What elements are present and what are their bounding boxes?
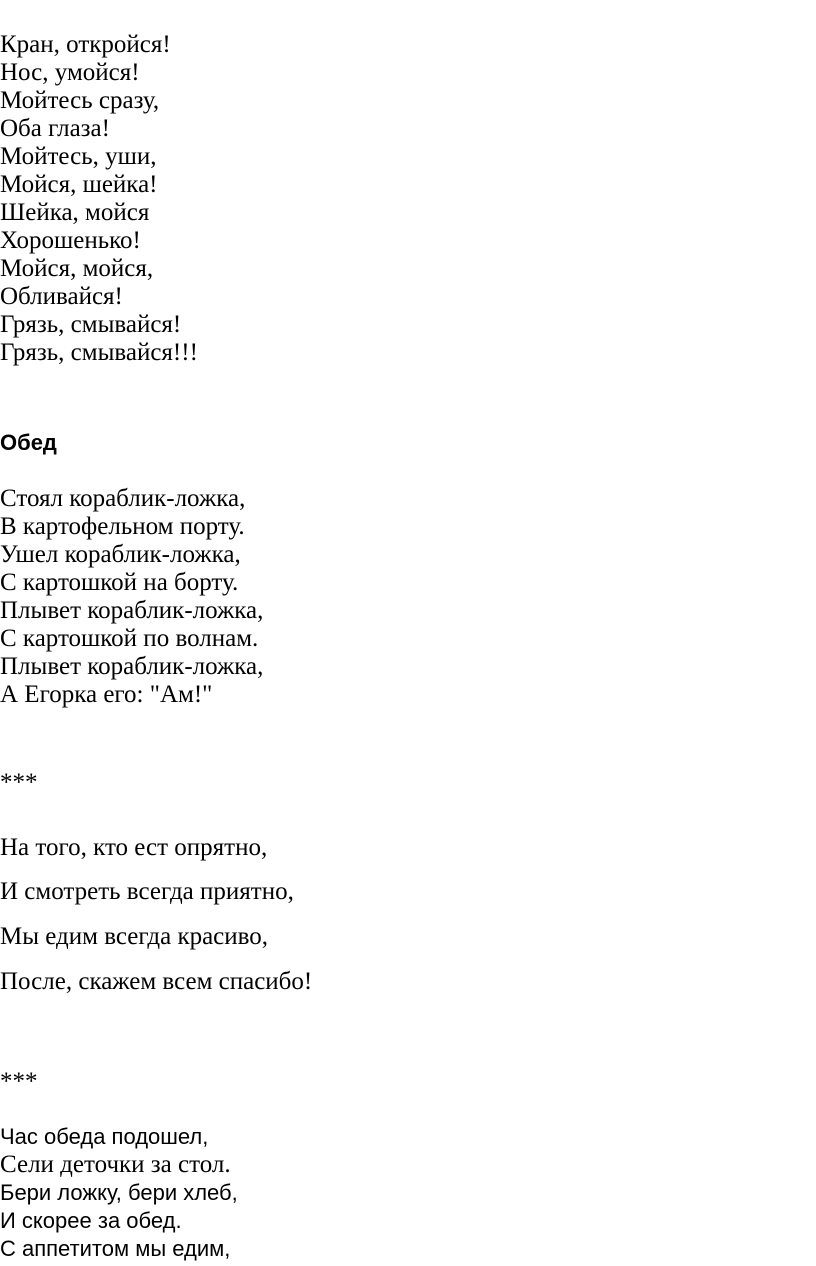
poem2-line: С картошкой по волнам. bbox=[0, 625, 259, 652]
poem1-line: Грязь, смывайся! bbox=[0, 311, 182, 338]
poem1-line: Грязь, смывайся!!! bbox=[0, 339, 198, 366]
poem4-line: С аппетитом мы едим, bbox=[0, 1236, 231, 1261]
section-heading: Обед bbox=[0, 430, 57, 455]
poem1-line: Мойся, шейка! bbox=[0, 171, 158, 198]
poem1-line: Нос, умойся! bbox=[0, 59, 140, 86]
poem2-line: Ушел кораблик-ложка, bbox=[0, 541, 241, 568]
poem4-line: Час обеда подошел, bbox=[0, 1124, 209, 1149]
poem4-line: Бери ложку, бери хлеб, bbox=[0, 1180, 238, 1205]
poem1-line: Шейка, мойся bbox=[0, 199, 150, 226]
poem3-line: Мы едим всегда красиво, bbox=[0, 923, 269, 950]
poem3-line: После, скажем всем спасибо! bbox=[0, 968, 313, 995]
poem2-line: Плывет кораблик-ложка, bbox=[0, 653, 264, 680]
separator: *** bbox=[0, 1068, 38, 1095]
poem2-line: Стоял кораблик-ложка, bbox=[0, 485, 246, 512]
poem2-line: В картофельном порту. bbox=[0, 513, 245, 540]
poem1-line: Мойтесь, уши, bbox=[0, 143, 157, 170]
poem1-line: Мойтесь сразу, bbox=[0, 87, 160, 114]
poem2-line: С картошкой на борту. bbox=[0, 569, 239, 596]
poem4-line: Сели деточки за стол. bbox=[0, 1151, 231, 1178]
poem4-line: И скорее за обед. bbox=[0, 1208, 182, 1233]
poem1-line: Обливайся! bbox=[0, 283, 123, 310]
poem3-line: И смотреть всегда приятно, bbox=[0, 878, 294, 905]
poem3-line: На того, кто ест опрятно, bbox=[0, 834, 268, 861]
poem2-line: Плывет кораблик-ложка, bbox=[0, 597, 264, 624]
poem1-line: Хорошенько! bbox=[0, 227, 141, 254]
poem1-line: Мойся, мойся, bbox=[0, 255, 154, 282]
poem1-line: Кран, откройся! bbox=[0, 31, 171, 58]
poem1-line: Оба глаза! bbox=[0, 115, 110, 142]
separator: *** bbox=[0, 769, 38, 796]
poem2-line: А Егорка его: "Ам!" bbox=[0, 681, 213, 708]
